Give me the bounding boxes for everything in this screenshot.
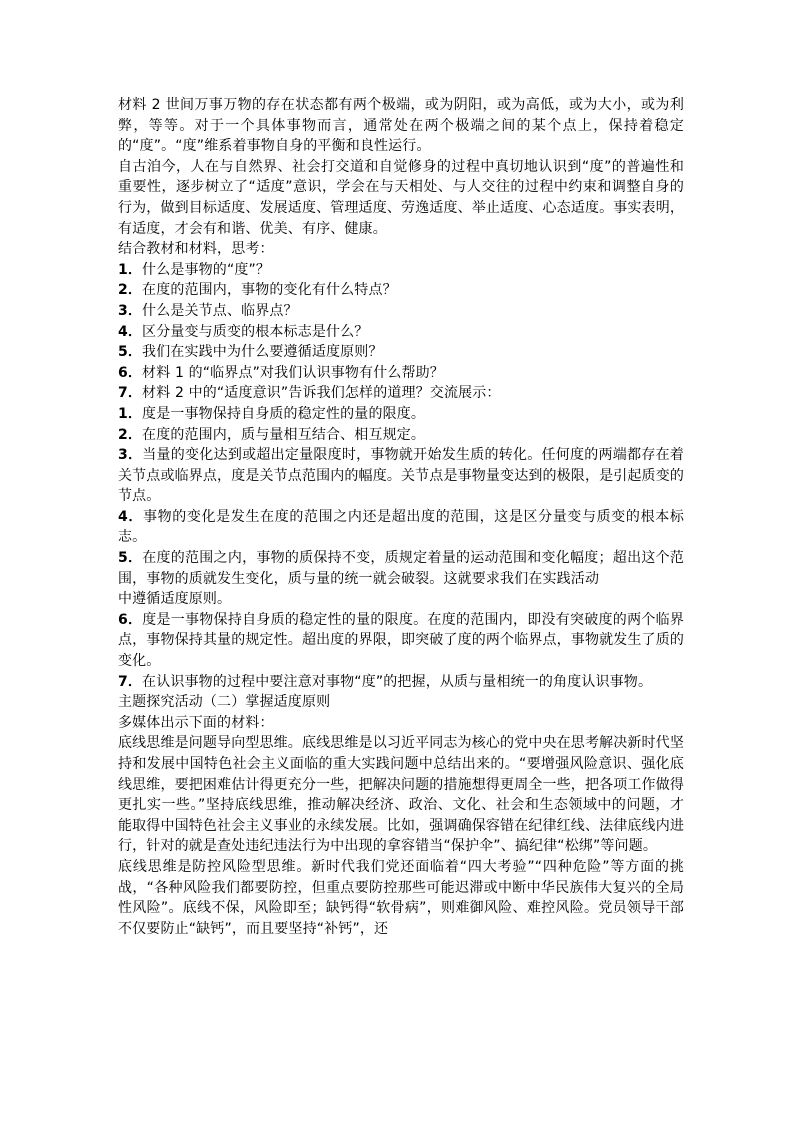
answer-item: 1．度是一事物保持自身质的稳定性的量的限度。 (118, 405, 426, 422)
answer-item: 3．当量的变化达到或超出定量限度时，事物就开始发生质的转化。任何度的两端都存在着关节点或临界点，度是关节点范围内的幅度。关节点是事物量变达到的极限，是引起质变的节点。 (118, 447, 684, 505)
material-2-paragraph: 材料 2 世间万事万物的存在状态都有两个极端，或为阴阳，或为高低，或为大小，或为利弊，等等。对于一个具体事物而言，通常处在两个极端之间的某个点上，保持着稳定的“度”。“度”维系着事物自身的平衡和良性运行。 (118, 97, 684, 155)
question-item: 5．我们在实践中为什么要遵循适度原则？ (118, 344, 383, 361)
think-prompt: 结合教材和材料，思考： (118, 241, 274, 258)
question-item: 6．材料 1 的“临界点”对我们认识事物有什么帮助？ (118, 364, 444, 381)
bottom-line-thinking-paragraph: 底线思维是问题导向型思维。底线思维是以习近平同志为核心的党中央在思考解决新时代坚持和发展中国特色社会主义面临的重大实践问题中总结出来的。“要增强风险意识、强化底线思维，要把困难估计得更充分一些，把解决问题的措施想得更周全一些，把各项工作做得更扎实一些。”坚持底线思维，推动解决经济、政治、文化、社会和生态领域中的问题，才能取得中国特色社会主义事业的永续发展。比如，强调确保容错在纪律红线、法律底线内进行，针对的就是查处违纪违法行为中出现的拿容错当“保护伞”、搞纪律“松绑”等问题。 (118, 735, 684, 855)
material-2-continuation: 自古洎今，人在与自然界、社会打交道和自觉修身的过程中真切地认识到“度”的普遍性和重要性，逐步树立了“适度”意识，学会在与天相处、与人交往的过程中约束和调整自身的行为，做到目标适度、发展适度、管理适度、劳逸适度、举止适度、心态适度。事实表明，有适度，才会有和谐、优美、有序、健康。 (118, 158, 684, 237)
question-item: 7．材料 2 中的“适度意识”告诉我们怎样的道理？交流展示： (118, 385, 501, 402)
question-item: 4．区分量变与质变的根本标志是什么？ (118, 323, 369, 340)
section-title: 主题探究活动（二）掌握适度原则 (118, 694, 331, 711)
answer-item: 6．度是一事物保持自身质的稳定性的量的限度。在度的范围内，即没有突破度的两个临界点，事物保持其量的规定性。超出度的界限，即突破了度的两个临界点，事物就发生了质的变化。 (118, 611, 684, 670)
question-item: 3．什么是关节点、临界点？ (118, 302, 298, 319)
answer-item: 4．事物的变化是发生在度的范围之内还是超出度的范围，这是区分量变与质变的根本标志。 (118, 508, 684, 546)
question-item: 1．什么是事物的“度”？ (118, 261, 271, 278)
risk-control-paragraph: 底线思维是防控风险型思维。新时代我们党还面临着“四大考验”“四种危险”等方面的挑战，“各种风险我们都要防控，但重点要防控那些可能迟滞或中断中华民族伟大复兴的全局性风险”。底线不保，风险即至；缺钙得“软骨病”，则难御风险、难控风险。党员领导干部不仅要防止“缺钙”，而且要坚持“补钙”，还 (118, 858, 684, 937)
answer-item: 2．在度的范围内，质与量相互结合、相互规定。 (118, 426, 426, 443)
material-intro: 多媒体出示下面的材料： (118, 714, 274, 731)
answer-item: 5．在度的范围之内，事物的质保持不变，质规定着量的运动范围和变化幅度；超出这个范围，事物的质就发生变化，质与量的统一就会破裂。这就要求我们在实践活动 (118, 550, 684, 587)
document-page (118, 95, 684, 939)
answer-item: 中遵循适度原则。 (118, 591, 232, 608)
answer-item: 7．在认识事物的过程中要注意对事物“度”的把握，从质与量相统一的角度认识事物。 (118, 673, 653, 690)
question-item: 2．在度的范围内，事物的变化有什么特点？ (118, 282, 397, 299)
